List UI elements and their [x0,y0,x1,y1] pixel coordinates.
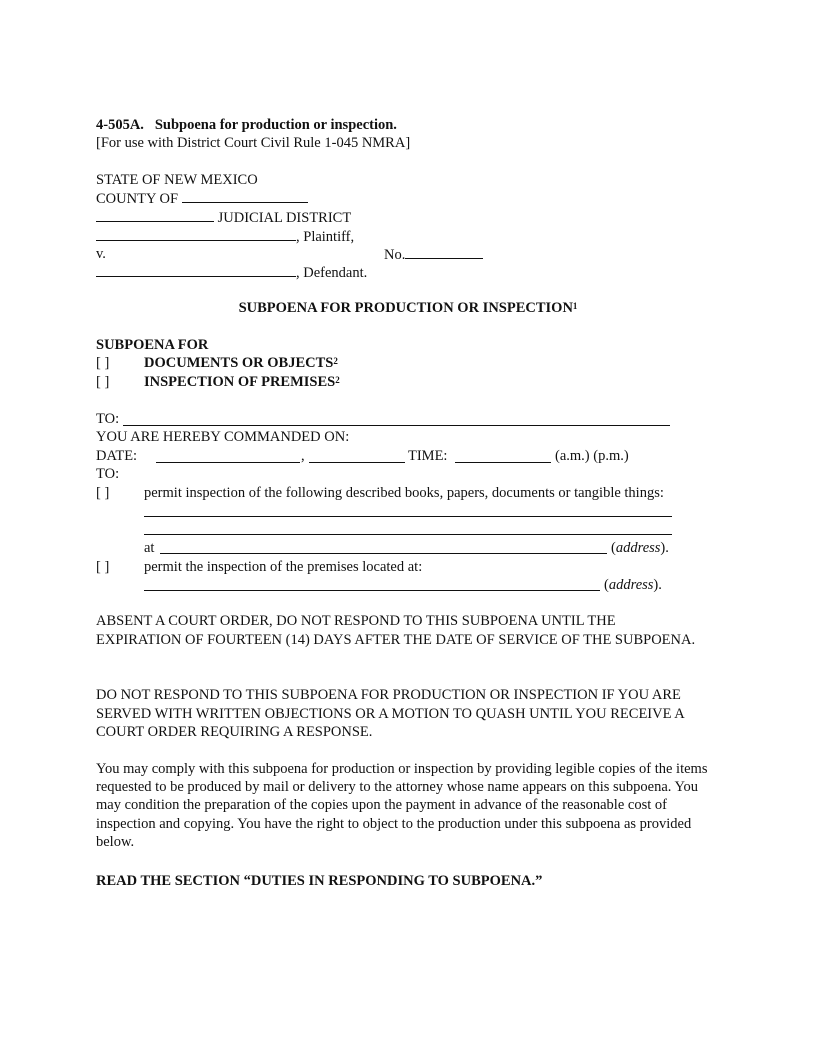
comply-paragraph: You may comply with this subpoena for production or inspection by providing legible copies of the items requested to be produced by mail or delivery to the attorney whose name appears on this subpoena. You may condition the preparation of the copies upon the payment in advance of the reasonable cost of inspection and copying. You have the right to object to the production under this subpoena as provided below. [96,761,708,850]
to-blank[interactable] [123,425,670,426]
option-premises-label: INSPECTION OF PREMISES [144,374,336,390]
date-label: DATE: [96,448,138,464]
things-blank-1[interactable] [144,516,672,517]
page-title-text: SUBPOENA FOR PRODUCTION OR INSPECTION [238,300,573,316]
do-not-respond-warning: DO NOT RESPOND TO THIS SUBPOENA FOR PRODUCTION OR INSPECTION IF YOU ARE SERVED WITH WRITTEN OBJECTIONS OR A MOTION TO QUASH UNTIL YOU RECEIVE A COURT ORDER REQUIRING A RESPONSE. [96,687,684,740]
to-label: TO: [96,411,120,427]
ampm-label: (a.m.) (p.m.) [555,448,629,464]
option-documents [144,354,338,372]
plaintiff-line [96,227,354,246]
case-no-label: No. [384,247,406,263]
time-label: TIME: [408,448,448,464]
versus: v. [96,246,106,262]
subpoena-for-heading: SUBPOENA FOR [96,337,209,353]
address-note: (address). [611,540,669,556]
county-blank[interactable] [182,189,308,203]
at-address-blank[interactable] [160,553,607,554]
checkbox-documents[interactable]: [ ] [96,355,110,371]
district-blank[interactable] [96,208,214,222]
county-label: COUNTY OF [96,191,179,207]
footnote-marker: 2 [333,356,338,366]
address-note-2-text: address [608,577,654,593]
case-number-line [384,245,483,264]
footnote-marker: 1 [572,301,578,311]
district-label: JUDICIAL DISTRICT [217,210,352,226]
county-line [96,189,308,208]
commanded-text: YOU ARE HEREBY COMMANDED ON: [96,429,350,445]
state-name: STATE OF NEW MEXICO [96,172,258,188]
option-premises [144,373,340,391]
defendant-label: , Defendant. [296,265,368,281]
checkbox-premises[interactable]: [ ] [96,374,110,390]
date-blank[interactable] [156,462,300,463]
plaintiff-label: , Plaintiff, [296,229,355,245]
district-line [96,208,351,227]
plaintiff-blank[interactable] [96,227,296,241]
date-blank-2[interactable] [309,462,405,463]
address-note-2: (address). [604,577,662,593]
inspect-things-text: permit inspection of the following described books, papers, documents or tangible things: [144,485,664,501]
defendant-blank[interactable] [96,263,296,277]
absent-order-warning: ABSENT A COURT ORDER, DO NOT RESPOND TO THIS SUBPOENA UNTIL THE EXPIRATION OF FOURTEEN (14) DAYS AFTER THE DATE OF SERVICE OF THE SUBPOENA. [96,613,696,648]
at-label: at [144,540,155,556]
rule-title: Subpoena for production or inspection. [154,117,397,133]
premises-address-blank[interactable] [144,590,600,591]
read-section-notice: READ THE SECTION “DUTIES IN RESPONDING TO SUBPOENA.” [96,873,543,889]
usage-note: [For use with District Court Civil Rule 1-045 NMRA] [96,135,411,151]
inspect-premises-text: permit the inspection of the premises located at: [144,559,423,575]
things-blank-2[interactable] [144,534,672,535]
rule-number: 4-505A. [96,117,144,133]
footnote-marker: 2 [335,375,340,385]
case-number-blank[interactable] [405,245,483,259]
address-note-text: address [615,540,661,556]
to-label-2: TO: [96,466,120,482]
rule-heading [96,116,397,134]
time-blank[interactable] [455,462,551,463]
date-comma: , [301,448,305,464]
option-documents-label: DOCUMENTS OR OBJECTS [144,355,334,371]
checkbox-inspect-things[interactable]: [ ] [96,485,110,501]
defendant-line [96,263,367,282]
checkbox-inspect-premises[interactable]: [ ] [96,559,110,575]
page-title [0,299,816,317]
